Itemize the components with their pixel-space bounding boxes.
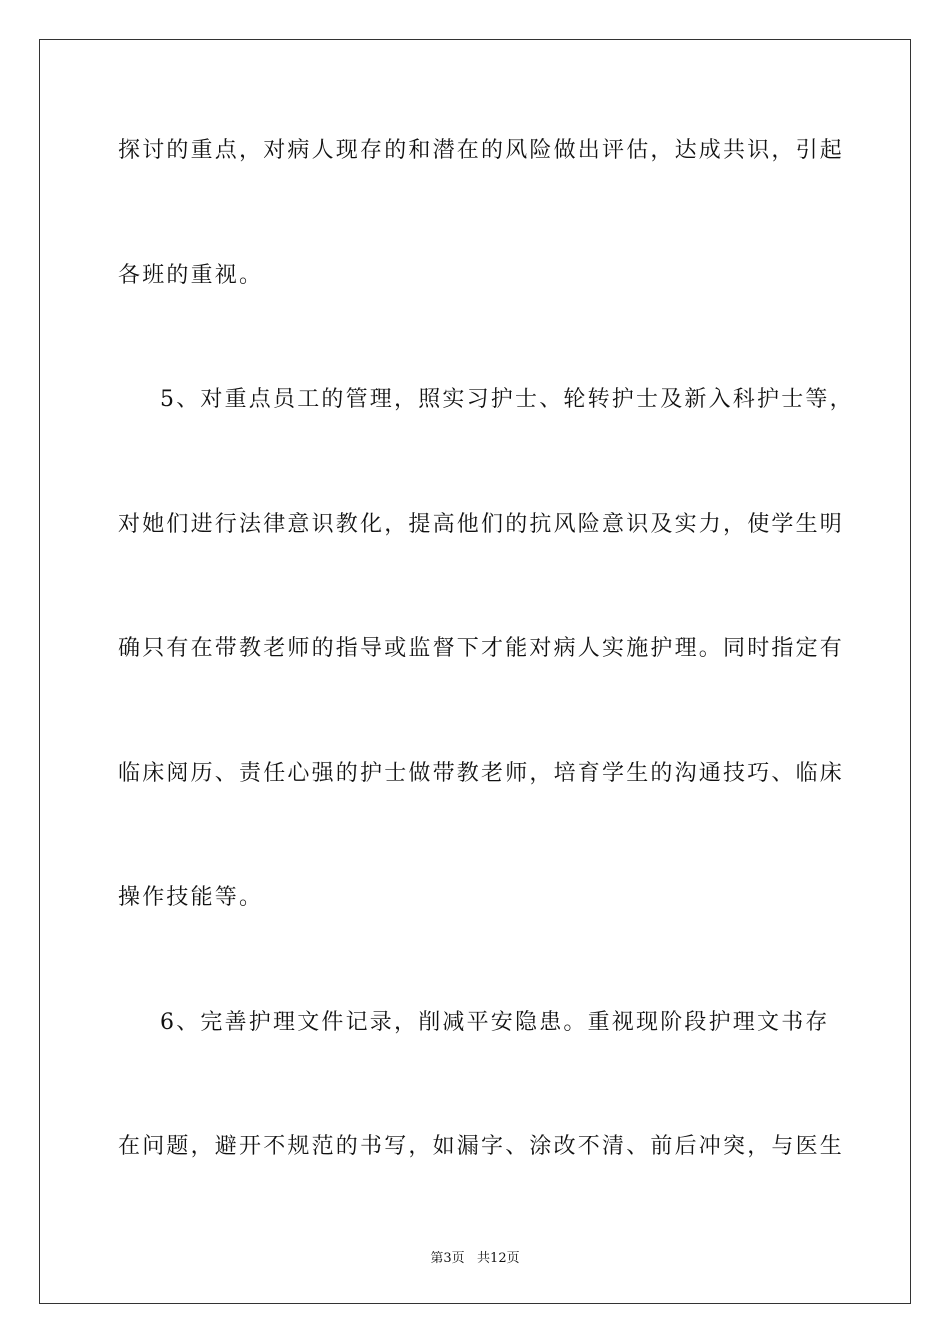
paragraph-line: 确只有在带教老师的指导或监督下才能对病人实施护理。同时指定有	[118, 636, 845, 661]
paragraph-line: 临床阅历、责任心强的护士做带教老师，培育学生的沟通技巧、临床	[118, 761, 845, 786]
paragraph-line: 各班的重视。	[118, 263, 264, 288]
paragraph-line: 操作技能等。	[118, 885, 264, 910]
paragraph-line: 探讨的重点，对病人现存的和潜在的风险做出评估，达成共识，引起	[118, 138, 845, 163]
page-number-footer: 第3页 共12页	[430, 1251, 520, 1266]
paragraph-line: 6、完善护理文件记录，削减平安隐患。重视现阶段护理文书存	[160, 1010, 830, 1035]
page-border	[39, 39, 911, 1304]
paragraph-line: 对她们进行法律意识教化，提高他们的抗风险意识及实力，使学生明	[118, 512, 845, 537]
paragraph-line: 5、对重点员工的管理，照实习护士、轮转护士及新入科护士等，	[160, 387, 854, 412]
paragraph-line: 在问题，避开不规范的书写，如漏字、涂改不清、前后冲突，与医生	[118, 1134, 845, 1159]
